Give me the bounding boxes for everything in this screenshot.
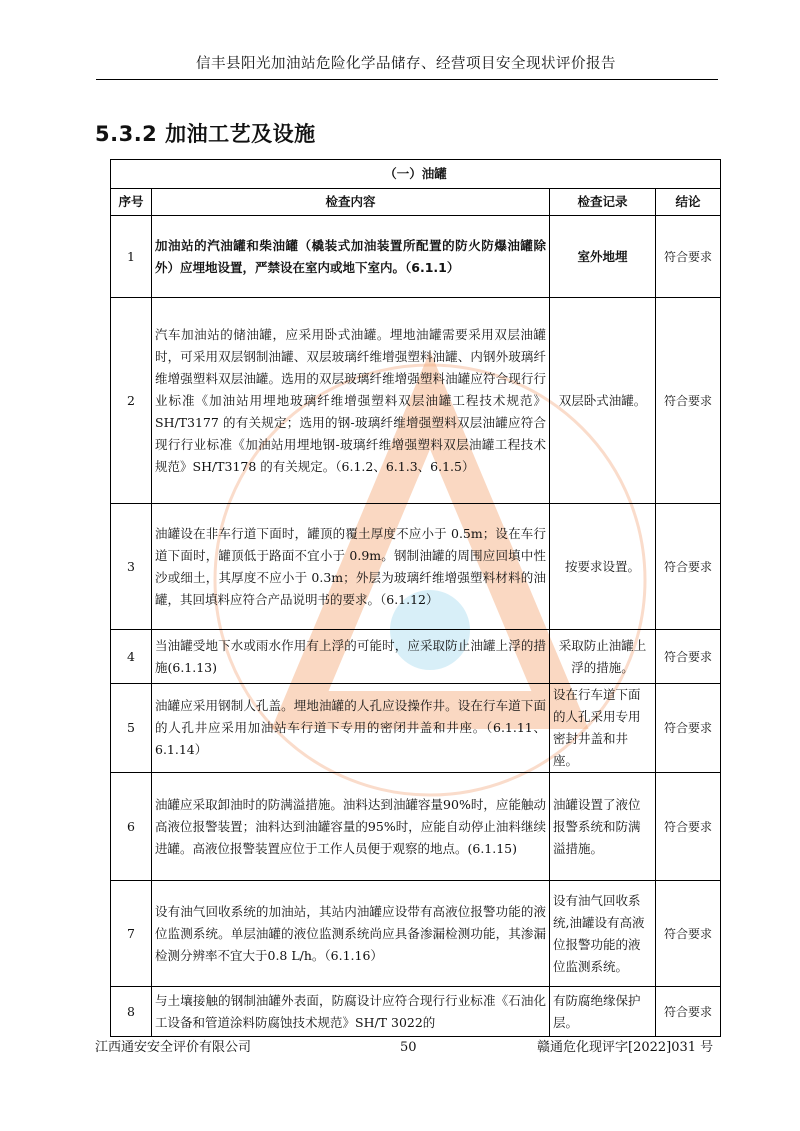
table-row [111, 773, 721, 881]
row-conclusion: 符合要求 [656, 773, 721, 881]
row-record: 采取防止油罐上浮的措施。 [550, 630, 656, 684]
row-record: 有防腐绝缘保护层。 [550, 987, 656, 1037]
row-content: 油罐应采取卸油时的防满溢措施。油料达到油罐容量90%时，应能触动高液位报警装置；油料达到油罐容量的95%时，应能自动停止油料继续进罐。高液位报警装置应位于工作人员便于观察的地点。(6.1.15) [152, 773, 550, 881]
table-row [111, 881, 721, 987]
row-record: 设在行车道下面的人孔采用专用密封井盖和井座。 [550, 684, 656, 773]
inspection-table [110, 159, 721, 1037]
row-number: 1 [111, 216, 152, 298]
row-record: 油罐设置了液位报警系统和防满溢措施。 [550, 773, 656, 881]
table-caption-row [111, 160, 721, 189]
row-record: 双层卧式油罐。 [550, 298, 656, 504]
row-content: 油罐设在非车行道下面时，罐顶的覆土厚度不应小于 0.5m；设在车行道下面时，罐顶低于路面不宜小于 0.9m。钢制油罐的周围应回填中性沙或细土，其厚度不应小于 0.3m；外层为玻璃纤维增强塑料材料的油罐，其回填料应符合产品说明书的要求。（6.1.12） [152, 504, 550, 630]
row-content: 当油罐受地下水或雨水作用有上浮的可能时，应采取防止油罐上浮的措施(6.1.13) [152, 630, 550, 684]
table-caption: （一）油罐 [111, 160, 721, 189]
column-header-record: 检查记录 [550, 189, 656, 216]
row-number: 3 [111, 504, 152, 630]
row-content: 设有油气回收系统的加油站，其站内油罐应设带有高液位报警功能的液位监测系统。单层油罐的液位监测系统尚应具备渗漏检测功能，其渗漏检测分辨率不宜大于0.8 L/h。（6.1.16） [152, 881, 550, 987]
table-row [111, 216, 721, 298]
row-record: 按要求设置。 [550, 504, 656, 630]
row-number: 4 [111, 630, 152, 684]
footer-company: 江西通安安全评价有限公司 [95, 1040, 252, 1055]
row-number: 5 [111, 684, 152, 773]
row-number: 8 [111, 987, 152, 1037]
column-header-content: 检查内容 [152, 189, 550, 216]
table-row [111, 504, 721, 630]
row-conclusion: 符合要求 [656, 684, 721, 773]
row-record: 室外地埋 [550, 216, 656, 298]
table-row [111, 630, 721, 684]
row-content: 汽车加油站的储油罐，应采用卧式油罐。埋地油罐需要采用双层油罐时，可采用双层钢制油罐、双层玻璃纤维增强塑料油罐、内钢外玻璃纤维增强塑料双层油罐。选用的双层玻璃纤维增强塑料油罐应符合现行行业标准《加油站用埋地玻璃纤维增强塑料双层油罐工程技术规范》SH/T3177 的有关规定；选用的钢-玻璃纤维增强塑料双层油罐应符合现行行业标准《加油站用埋地钢-玻璃纤维增强塑料双层油罐工程技术规范》SH/T3178 的有关规定。（6.1.2、6.1.3、6.1.5） [152, 298, 550, 504]
row-conclusion: 符合要求 [656, 881, 721, 987]
running-header: 信丰县阳光加油站危险化学品储存、经营项目安全现状评价报告 [196, 56, 616, 72]
row-conclusion: 符合要求 [656, 504, 721, 630]
column-header-no: 序号 [111, 189, 152, 216]
row-conclusion: 符合要求 [656, 216, 721, 298]
document-number: 赣通危化现评字[2022]031 号 [537, 1040, 714, 1055]
page-number: 50 [400, 1040, 417, 1055]
row-content: 油罐应采用钢制人孔盖。埋地油罐的人孔应设操作井。设在行车道下面的人孔井应采用加油站车行道下专用的密闭井盖和井座。（6.1.11、6.1.14） [152, 684, 550, 773]
row-conclusion: 符合要求 [656, 298, 721, 504]
row-number: 7 [111, 881, 152, 987]
header-divider [96, 79, 718, 80]
column-header-conclusion: 结论 [656, 189, 721, 216]
row-conclusion: 符合要求 [656, 987, 721, 1037]
section-title: 5.3.2 加油工艺及设施 [95, 122, 316, 146]
row-content: 与土壤接触的钢制油罐外表面，防腐设计应符合现行行业标准《石油化工设备和管道涂料防腐蚀技术规范》SH/T 3022的 [152, 987, 550, 1037]
row-record: 设有油气回收系统,油罐设有高液位报警功能的液位监测系统。 [550, 881, 656, 987]
row-content: 加油站的汽油罐和柴油罐（橇装式加油装置所配置的防火防爆油罐除外）应埋地设置，严禁设在室内或地下室内。（6.1.1） [152, 216, 550, 298]
row-conclusion: 符合要求 [656, 630, 721, 684]
table-header-row [111, 189, 721, 216]
row-number: 2 [111, 298, 152, 504]
table-row [111, 987, 721, 1037]
table-row [111, 298, 721, 504]
table-row [111, 684, 721, 773]
row-number: 6 [111, 773, 152, 881]
